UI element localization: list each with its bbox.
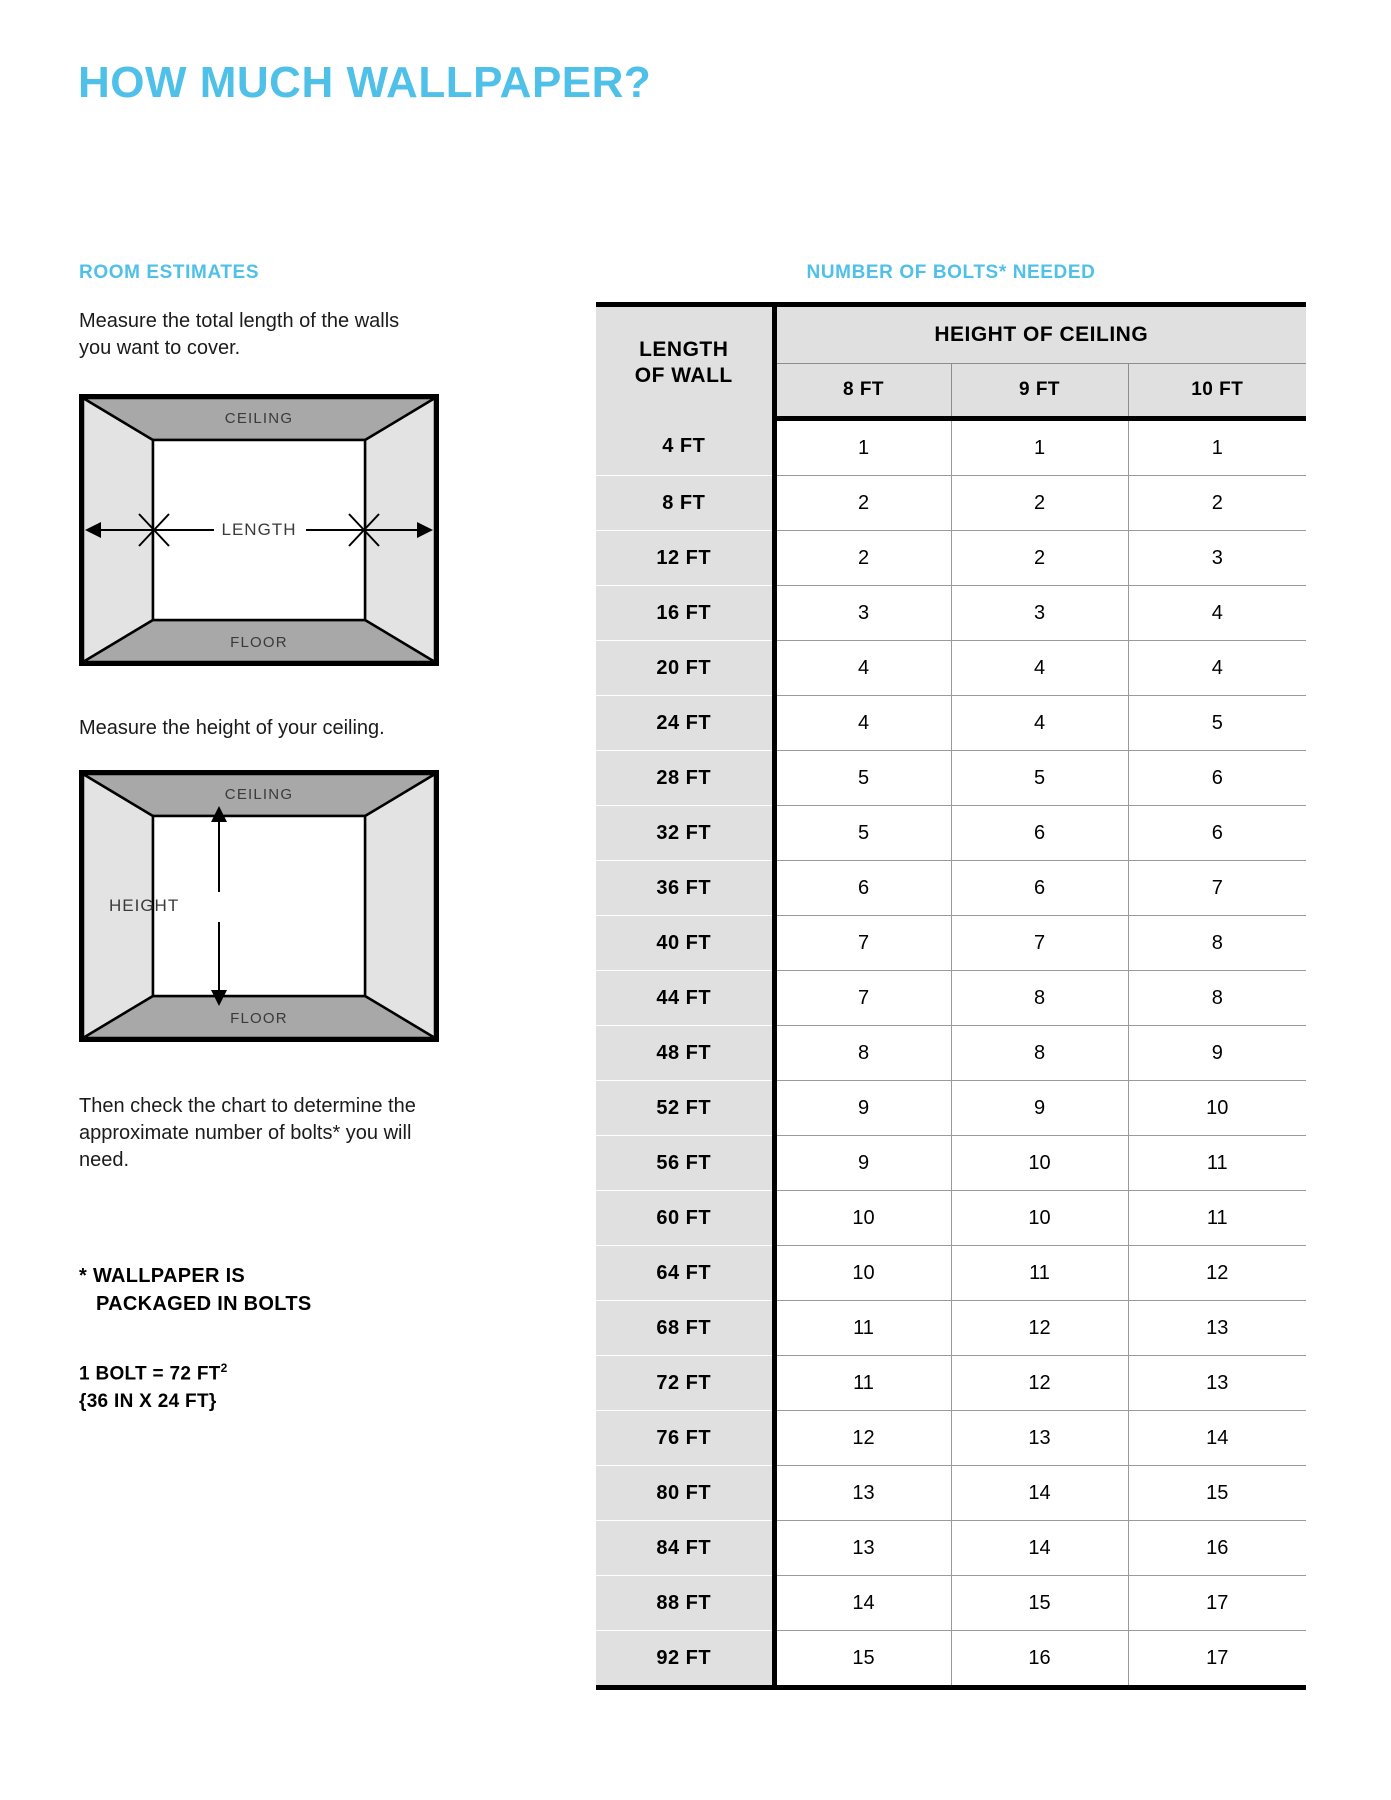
cell-10ft: 13	[1128, 1301, 1306, 1356]
table-header-row-group	[596, 305, 1306, 364]
cell-9ft: 4	[951, 696, 1128, 751]
row-length-label: 68 FT	[596, 1301, 774, 1356]
cell-8ft: 9	[774, 1136, 951, 1191]
row-length-label: 88 FT	[596, 1576, 774, 1631]
cell-10ft: 5	[1128, 696, 1306, 751]
table-row	[596, 1136, 1306, 1191]
cell-10ft: 17	[1128, 1631, 1306, 1688]
row-length-label: 76 FT	[596, 1411, 774, 1466]
table-row	[596, 861, 1306, 916]
table-row	[596, 696, 1306, 751]
cell-8ft: 8	[774, 1026, 951, 1081]
footnote-line-1: * WALLPAPER IS	[79, 1265, 246, 1287]
cell-8ft: 2	[774, 531, 951, 586]
cell-9ft: 13	[951, 1411, 1128, 1466]
row-length-label: 4 FT	[596, 419, 774, 476]
cell-10ft: 6	[1128, 806, 1306, 861]
row-length-label: 72 FT	[596, 1356, 774, 1411]
cell-9ft: 2	[951, 531, 1128, 586]
table-row	[596, 1631, 1306, 1688]
cell-10ft: 16	[1128, 1521, 1306, 1576]
table-row	[596, 1301, 1306, 1356]
cell-8ft: 7	[774, 971, 951, 1026]
cell-8ft: 9	[774, 1081, 951, 1136]
cell-10ft: 11	[1128, 1136, 1306, 1191]
row-length-label: 64 FT	[596, 1246, 774, 1301]
diagram1-floor-label: FLOOR	[230, 634, 288, 651]
cell-9ft: 15	[951, 1576, 1128, 1631]
diagram2-height-label: HEIGHT	[109, 896, 180, 915]
cell-9ft: 14	[951, 1466, 1128, 1521]
bolt-size-superscript: 2	[220, 1361, 228, 1375]
header-length-of-wall-line1: LENGTH	[639, 337, 729, 361]
cell-8ft: 1	[774, 419, 951, 476]
header-length-of-wall	[596, 305, 774, 419]
section-title-room-estimates: ROOM ESTIMATES	[79, 262, 260, 283]
bolt-dimensions-line: {36 IN X 24 FT}	[79, 1390, 217, 1412]
cell-8ft: 13	[774, 1521, 951, 1576]
row-length-label: 44 FT	[596, 971, 774, 1026]
diagram2-floor-label: FLOOR	[230, 1010, 288, 1027]
cell-8ft: 11	[774, 1356, 951, 1411]
room-diagram-height	[79, 770, 481, 1055]
cell-9ft: 12	[951, 1301, 1128, 1356]
bolts-table-section	[596, 262, 1306, 1690]
cell-10ft: 9	[1128, 1026, 1306, 1081]
table-row	[596, 1356, 1306, 1411]
bolt-size-line	[79, 1360, 479, 1388]
cell-10ft: 10	[1128, 1081, 1306, 1136]
cell-8ft: 10	[774, 1246, 951, 1301]
table-row	[596, 1466, 1306, 1521]
bolt-size-text: 1 BOLT = 72 FT	[79, 1363, 221, 1385]
cell-8ft: 7	[774, 916, 951, 971]
cell-9ft: 14	[951, 1521, 1128, 1576]
table-row	[596, 916, 1306, 971]
step-2-text: Measure the height of your ceiling.	[79, 717, 385, 739]
row-length-label: 8 FT	[596, 476, 774, 531]
header-height-of-ceiling: HEIGHT OF CEILING	[774, 305, 1306, 364]
table-row	[596, 806, 1306, 861]
row-length-label: 92 FT	[596, 1631, 774, 1688]
cell-10ft: 3	[1128, 531, 1306, 586]
cell-10ft: 1	[1128, 419, 1306, 476]
row-length-label: 20 FT	[596, 641, 774, 696]
table-row	[596, 1191, 1306, 1246]
footnote-line-2: PACKAGED IN BOLTS	[96, 1293, 312, 1315]
cell-8ft: 4	[774, 696, 951, 751]
row-length-label: 28 FT	[596, 751, 774, 806]
row-length-label: 12 FT	[596, 531, 774, 586]
cell-10ft: 8	[1128, 916, 1306, 971]
table-row	[596, 1026, 1306, 1081]
cell-9ft: 11	[951, 1246, 1128, 1301]
header-col-9ft: 9 FT	[951, 364, 1128, 419]
row-length-label: 80 FT	[596, 1466, 774, 1521]
cell-8ft: 10	[774, 1191, 951, 1246]
step-3-text: Then check the chart to determine the approximate number of bolts* you will need.	[79, 1095, 416, 1171]
cell-8ft: 5	[774, 806, 951, 861]
cell-9ft: 5	[951, 751, 1128, 806]
table-row	[596, 971, 1306, 1026]
diagram1-length-label: LENGTH	[221, 520, 297, 539]
table-row	[596, 1246, 1306, 1301]
cell-9ft: 1	[951, 419, 1128, 476]
row-length-label: 24 FT	[596, 696, 774, 751]
cell-9ft: 6	[951, 806, 1128, 861]
table-row	[596, 751, 1306, 806]
cell-10ft: 14	[1128, 1411, 1306, 1466]
table-row	[596, 1576, 1306, 1631]
cell-10ft: 11	[1128, 1191, 1306, 1246]
row-length-label: 36 FT	[596, 861, 774, 916]
table-row	[596, 476, 1306, 531]
cell-10ft: 2	[1128, 476, 1306, 531]
row-length-label: 52 FT	[596, 1081, 774, 1136]
cell-8ft: 2	[774, 476, 951, 531]
header-length-of-wall-line2: OF WALL	[634, 363, 733, 387]
row-length-label: 32 FT	[596, 806, 774, 861]
row-length-label: 48 FT	[596, 1026, 774, 1081]
cell-9ft: 10	[951, 1136, 1128, 1191]
cell-8ft: 14	[774, 1576, 951, 1631]
bolts-table	[596, 302, 1306, 1690]
diagram2-ceiling-label: CEILING	[224, 786, 294, 803]
cell-9ft: 6	[951, 861, 1128, 916]
cell-8ft: 5	[774, 751, 951, 806]
page-title: HOW MUCH WALLPAPER?	[78, 58, 652, 107]
cell-9ft: 2	[951, 476, 1128, 531]
row-length-label: 56 FT	[596, 1136, 774, 1191]
step-1-text: Measure the total length of the walls you want to cover.	[79, 310, 400, 359]
cell-10ft: 13	[1128, 1356, 1306, 1411]
cell-10ft: 4	[1128, 586, 1306, 641]
table-row	[596, 1411, 1306, 1466]
header-col-10ft: 10 FT	[1128, 364, 1306, 419]
cell-9ft: 8	[951, 1026, 1128, 1081]
cell-9ft: 7	[951, 916, 1128, 971]
cell-8ft: 4	[774, 641, 951, 696]
cell-10ft: 17	[1128, 1576, 1306, 1631]
table-row	[596, 641, 1306, 696]
header-col-8ft: 8 FT	[774, 364, 951, 419]
cell-10ft: 8	[1128, 971, 1306, 1026]
row-length-label: 16 FT	[596, 586, 774, 641]
cell-8ft: 15	[774, 1631, 951, 1688]
room-diagram-length	[79, 394, 481, 679]
cell-9ft: 4	[951, 641, 1128, 696]
cell-9ft: 8	[951, 971, 1128, 1026]
table-row	[596, 586, 1306, 641]
cell-8ft: 13	[774, 1466, 951, 1521]
table-row	[596, 419, 1306, 476]
table-row	[596, 1081, 1306, 1136]
cell-9ft: 12	[951, 1356, 1128, 1411]
cell-10ft: 6	[1128, 751, 1306, 806]
table-row	[596, 531, 1306, 586]
row-length-label: 40 FT	[596, 916, 774, 971]
row-length-label: 84 FT	[596, 1521, 774, 1576]
table-row	[596, 1521, 1306, 1576]
cell-8ft: 11	[774, 1301, 951, 1356]
cell-8ft: 3	[774, 586, 951, 641]
cell-8ft: 6	[774, 861, 951, 916]
cell-10ft: 12	[1128, 1246, 1306, 1301]
diagram1-ceiling-label: CEILING	[224, 410, 294, 427]
row-length-label: 60 FT	[596, 1191, 774, 1246]
cell-9ft: 16	[951, 1631, 1128, 1688]
room-estimates-section	[79, 262, 479, 1415]
cell-9ft: 9	[951, 1081, 1128, 1136]
table-title: NUMBER OF BOLTS* NEEDED	[806, 262, 1096, 283]
cell-8ft: 12	[774, 1411, 951, 1466]
cell-10ft: 15	[1128, 1466, 1306, 1521]
cell-10ft: 7	[1128, 861, 1306, 916]
cell-10ft: 4	[1128, 641, 1306, 696]
cell-9ft: 10	[951, 1191, 1128, 1246]
cell-9ft: 3	[951, 586, 1128, 641]
table-body	[596, 419, 1306, 1688]
